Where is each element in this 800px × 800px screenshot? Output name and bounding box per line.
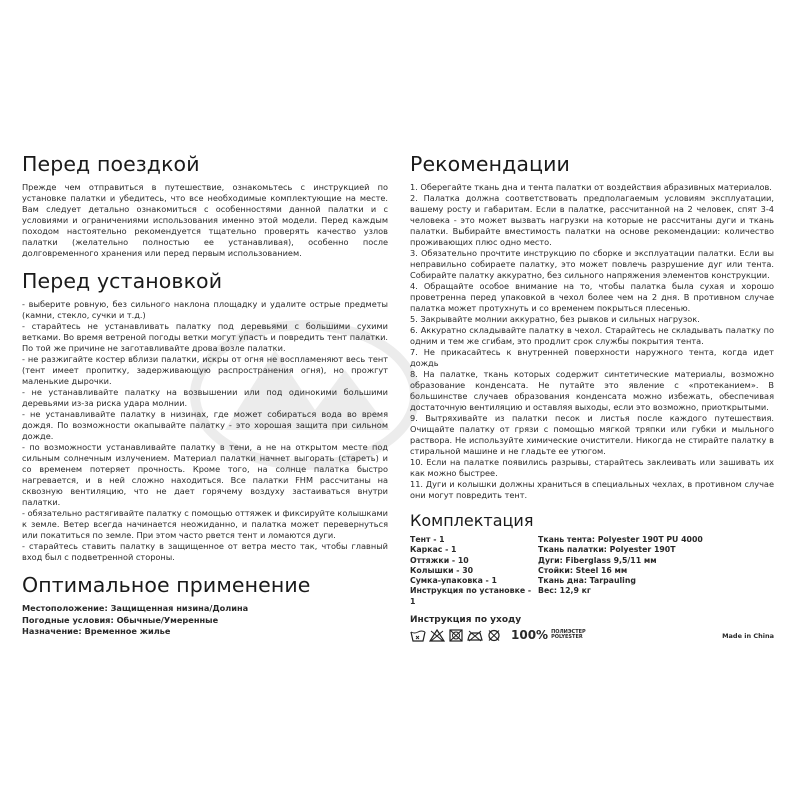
no-bleach-icon [429, 629, 445, 642]
no-dry-clean-icon [486, 629, 502, 642]
hand-wash-icon [410, 629, 426, 642]
recommendation-item: 11. Дуги и колышки должны храниться в специальных чехлах, в противном случае они могут повредить тент. [410, 479, 774, 500]
kit-row [410, 566, 774, 576]
spec-item: Ткань палатки: Polyester 190T [538, 545, 676, 555]
kit-title: Комплектация [410, 511, 534, 530]
setup-item: - не устанавливайте палатку на возвышении или под одинокими большими деревьями из-за риска удара молнии. [22, 387, 388, 408]
setup-item: - по возможности устанавливайте палатку в тени, а не на открытом месте под сильным солнечным излучением. Материал палатки начнет выгорать (стареть) и со временем потеряет прочность. Кроме того, на солнце палатка быстро нагревается, и в ней сложно находиться. Все палатки FHM рассчитаны на сквозную вентиляцию, что не дает горячему воздуху застаиваться внутри палатки. [22, 442, 388, 507]
recommendation-item: 8. На палатке, ткань которых содержит синтетические материалы, возможно образование конденсата. Не путайте это явление с «протеканием». В большинстве случаев образования конденсата можно избежать, обеспечивая достаточную вентиляцию и оставляя выходы, если это возможно, приоткрытыми. [410, 369, 774, 412]
recommendation-item: 1. Оберегайте ткань дна и тента палатки от воздействия абразивных материалов. [410, 182, 772, 192]
material-percent: 100% [511, 628, 549, 643]
recommendations-title: Рекомендации [410, 152, 570, 176]
spec-item: Ткань дна: Tarpauling [538, 576, 636, 586]
spec-item: Стойки: Steel 16 мм [538, 565, 628, 575]
spec-item: Ткань тента: Polyester 190T PU 4000 [538, 535, 703, 544]
recommendation-item: 3. Обязательно прочтите инструкцию по сборке и эксплуатации палатки. Если вы неправильно собираете палатку, это может повлечь разрушение дуг или тента. Собирайте палатку аккуратно, без сильного напряжения элементов конструкции. [410, 248, 774, 280]
before-trip-section [22, 152, 388, 259]
before-trip-title: Перед поездкой [22, 152, 200, 176]
setup-item: - не устанавливайте палатку в низинах, где может собираться вода во время дождя. По возможности окапывайте палатку - это хорошая защита при сильном дожде. [22, 409, 388, 441]
kit-item: Тент - 1 [410, 535, 445, 544]
setup-item: - старайтесь не устанавливать палатку под деревьями с большими сухими ветками. Во время ветреной погоды ветки могут упасть и повредить тент палатки. По той же причине не заготавливайте дрова возле палатки. [22, 321, 388, 353]
kit-item: Оттяжки - 10 [410, 555, 469, 565]
location-line: Местоположение: Защищенная низина/Долина [22, 603, 249, 613]
right-column [410, 152, 774, 642]
no-iron-icon [467, 629, 483, 642]
weather-line: Погодные условия: Обычные/Умеренные [22, 614, 219, 625]
setup-item: - обязательно растягивайте палатку с помощью оттяжек и фиксируйте колышками к земле. Ветер всегда начинается неожиданно, и палатка может перевернуться или покатиться по земле. При этом часто рвется тент и ломаются дуги. [22, 508, 388, 540]
kit-row [410, 576, 774, 586]
recommendations-section [410, 152, 774, 501]
material-ru: ПОЛИЭСТЕР [551, 628, 586, 635]
material-label [551, 630, 586, 641]
kit-item: Каркас - 1 [410, 545, 457, 555]
recommendation-item: 5. Закрывайте молнии аккуратно, без рывков и сильных нагрузок. [410, 314, 700, 324]
made-in-label: Made in China [722, 632, 774, 641]
care-symbols [410, 628, 774, 642]
spec-item: Вес: 12,9 кг [538, 586, 592, 596]
optimal-use-title: Оптимальное применение [22, 573, 311, 597]
kit-row [410, 556, 774, 566]
recommendation-item: 4. Обращайте особое внимание на то, чтобы палатка была сухая и хорошо проветренна перед упаковкой в чехол более чем на 2 дня. В противном случае палатка может протухнуть и со временем покрыться плесенью. [410, 281, 774, 313]
purpose-line: Назначение: Временное жилье [22, 626, 171, 636]
setup-item: - выберите ровную, без сильного наклона площадку и удалите острые предметы (камни, стекло, сучки и т.д.) [22, 299, 388, 320]
material-en: POLYESTER [551, 634, 583, 641]
recommendation-item: 2. Палатка должна соответствовать предполагаемым условиям эксплуатации, вашему росту и габаритам. Если в палатке, рассчитанной на 2 человек, спят 3-4 человека - это может вызвать нагрузки на которые не рассчитаны дуги и ткань палатки. Выбирайте вместимость палатки на основе рекомендации: количество проживающих плюс одно место. [410, 193, 774, 247]
care-title: Инструкция по уходу [410, 615, 522, 626]
kit-item: Инструкция по установке - 1 [410, 586, 532, 606]
recommendation-item: 7. Не прикасайтесь к внутренней поверхности наружного тента, когда идет дождь [410, 347, 774, 368]
optimal-use-section [22, 573, 388, 638]
kit-item: Сумка-упаковка - 1 [410, 576, 497, 586]
recommendation-item: 6. Аккуратно складывайте палатку в чехол. Старайтесь не складывать палатку по одним и тем же сгибам, это продлит срок службы покрытия тента. [410, 325, 774, 346]
kit-section [410, 511, 774, 642]
kit-row [410, 535, 774, 545]
spec-item: Дуги: Fiberglass 9,5/11 мм [538, 555, 657, 565]
before-setup-title: Перед установкой [22, 269, 223, 293]
recommendation-item: 9. Вытряхивайте из палатки песок и листья после каждого путешествия. Очищайте палатку от грязи с помощью мягкой тряпки или губки и мыльного раствора. Не используйте химические очистители. Никогда не стирайте палатку в стиральной машине и не гладьте ее утюгом. [410, 413, 774, 456]
left-column [22, 152, 388, 648]
before-setup-section [22, 269, 388, 563]
kit-row [410, 545, 774, 555]
no-tumble-dry-icon [448, 629, 464, 642]
kit-item: Колышки - 30 [410, 565, 474, 575]
setup-item: - старайтесь ставить палатку в защищенное от ветра место так, чтобы главный вход был с подветренной стороны. [22, 541, 388, 562]
recommendation-item: 10. Если на палатке появились разрывы, старайтесь заклеивать или зашивать их как можно быстрее. [410, 457, 774, 478]
setup-item: - не разжигайте костер вблизи палатки, искры от огня не воспламеняют весь тент (тент имеет пропитку, задерживающую распространения огня), но прожгут маленькие дырочки. [22, 354, 388, 386]
before-trip-text: Прежде чем отправиться в путешествие, ознакомьтесь с инструкцией по установке палатки и убедитесь, что все необходимые комплектующие на месте. Вам следует детально ознакомиться с особенностями данной палатки и с условиями и ограничениями использования именно этой модели. Перед каждым походом настоятельно рекомендуется тщательно проверять качество узлов палатки (желательно полностью ее устанавливая), особенно после долговременного хранения или перед первым использованием. [22, 182, 388, 258]
kit-row [410, 586, 774, 607]
